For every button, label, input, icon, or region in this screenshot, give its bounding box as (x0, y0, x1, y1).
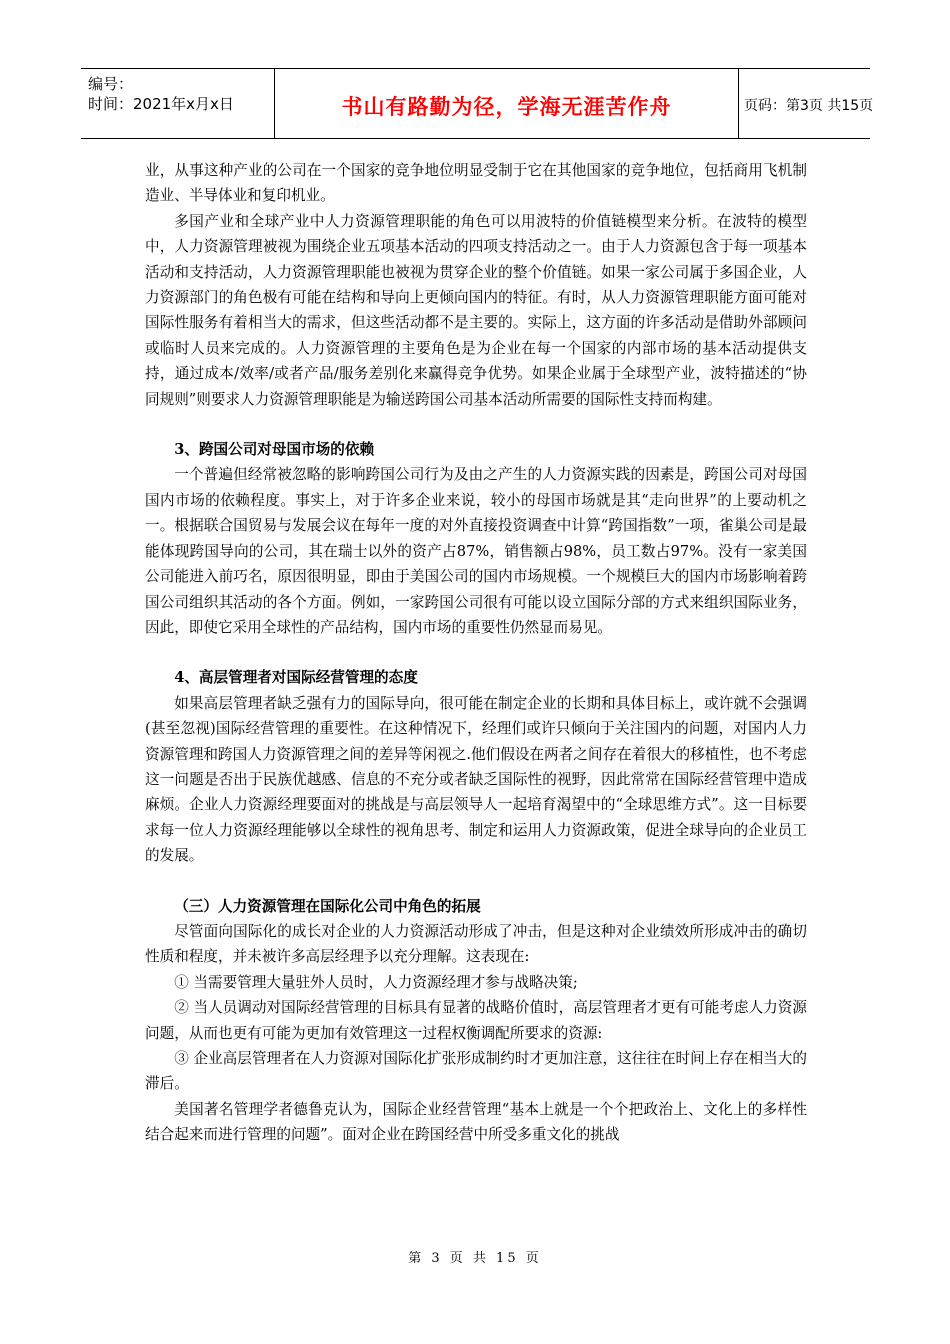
header-motto-cell (274, 69, 739, 138)
list-item: ③ 企业高层管理者在人力资源对国际化扩张形成制约时才更加注意，这往往在时间上存在相当大的滞后。 (145, 1050, 807, 1093)
document-body (145, 158, 807, 1148)
list-item: ② 当人员调动对国际经营管理的目标具有显著的战略价值时，高层管理者才更有可能考虑人力资源问题，从而也更有可能为更加有效管理这一过程权衡调配所要求的资源: (145, 999, 807, 1042)
paragraph: 一个普遍但经常被忽略的影响跨国公司行为及由之产生的人力资源实践的因素是，跨国公司对母国国内市场的依赖程度。事实上，对于许多企业来说，较小的母国市场就是其“走向世界”的上要动机之一。根据联合国贸易与发展会议在每年一度的对外直接投资调查中计算“跨国指数”一项，雀巢公司是最能体现跨国导向的公司，其在瑞士以外的资产占87%，销售额占98%，员工数占97%。没有一家美国公司能进入前巧名，原因很明显，即由于美国公司的国内市场规模。一个规模巨大的国内市场影响着跨国公司组织其活动的各个方面。例如，一家跨国公司很有可能以设立国际分部的方式来组织国际业务，因此，即使它采用全球性的产品结构，国内市场的重要性仍然显而易见。 (145, 466, 807, 636)
paragraph: 如果高层管理者缺乏强有力的国际导向，很可能在制定企业的长期和具体目标上，或许就不会强调(甚至忽视)国际经营管理的重要性。在这种情况下，经理们或许只倾向于关注国内的问题，对国内人力资源管理和跨国人力资源管理之间的差异等闲视之.他们假设在两者之间存在着很大的移植性，也不考虑这一问题是否出于民族优越感、信息的不充分或者缺乏国际性的视野，因此常常在国际经营管理中造成麻烦。企业人力资源经理要面对的挑战是与高层领导人一起培育渴望中的“全球思维方式”。这一目标要求每一位人力资源经理能够以全球性的视角思考、制定和运用人力资源政策，促进全球导向的企业员工的发展。 (145, 694, 807, 865)
section-heading: （三）人力资源管理在国际化公司中角色的拓展 (174, 897, 481, 915)
section-heading: 3、跨国公司对母国市场的依赖 (174, 441, 375, 459)
paragraph: 多国产业和全球产业中人力资源管理职能的角色可以用波特的价值链模型来分析。在波特的模型中，人力资源管理被视为围绕企业五项基本活动的四项支持活动之一。由于人力资源包含于每一项基本活动和支持活动，人力资源管理职能也被视为贯穿企业的整个价值链。如果一家公司属于多国企业，人力资源部门的角色极有可能在结构和导向上更倾向国内的特征。有时，从人力资源管理职能方面可能对国际性服务有着相当大的需求，但这些活动都不是主要的。实际上，这方面的许多活动是借助外部顾问或临时人员来完成的。人力资源管理的主要角色是为企业在每一个国家的内部市场的基本活动提供支持，通过成本/效率/或者产品/服务差别化来赢得竞争优势。如果企业属于全球型产业，波特描述的“协同规则”则要求人力资源管理职能是为输送跨国公司基本活动所需要的国际性支持而构建。 (145, 212, 807, 408)
header-meta-cell (81, 69, 274, 138)
header-page-cell (738, 69, 874, 138)
motto: 书山有路勤为径，学海无涯苦作舟 (341, 95, 672, 119)
date-label: 时间：2021年x月x日 (88, 95, 234, 113)
list-item: ① 当需要管理大量驻外人员时，人力资源经理才参与战略决策; (174, 973, 578, 991)
page-header (81, 68, 874, 139)
page-footer: 第 3 页 共 15 页 (408, 1251, 542, 1266)
section-heading: 4、高层管理者对国际经营管理的态度 (174, 669, 418, 687)
paragraph: 业，从事这种产业的公司在一个国家的竞争地位明显受制于它在其他国家的竞争地位，包括商用飞机制造业、半导体业和复印机业。 (145, 162, 807, 205)
paragraph: 尽管面向国际化的成长对企业的人力资源活动形成了冲击，但是这种对企业绩效所形成冲击的确切性质和程度，并未被许多高层经理予以充分理解。这表现在: (145, 922, 807, 966)
page-info: 页码：第3页 共15页 (744, 98, 874, 114)
paragraph: 美国著名管理学者德鲁克认为，国际企业经营管理“基本上就是一个个把政治上、文化上的多样性结合起来而进行管理的问题”。面对企业在跨国经营中所受多重文化的挑战 (145, 1100, 807, 1144)
code-label: 编号： (88, 75, 134, 93)
